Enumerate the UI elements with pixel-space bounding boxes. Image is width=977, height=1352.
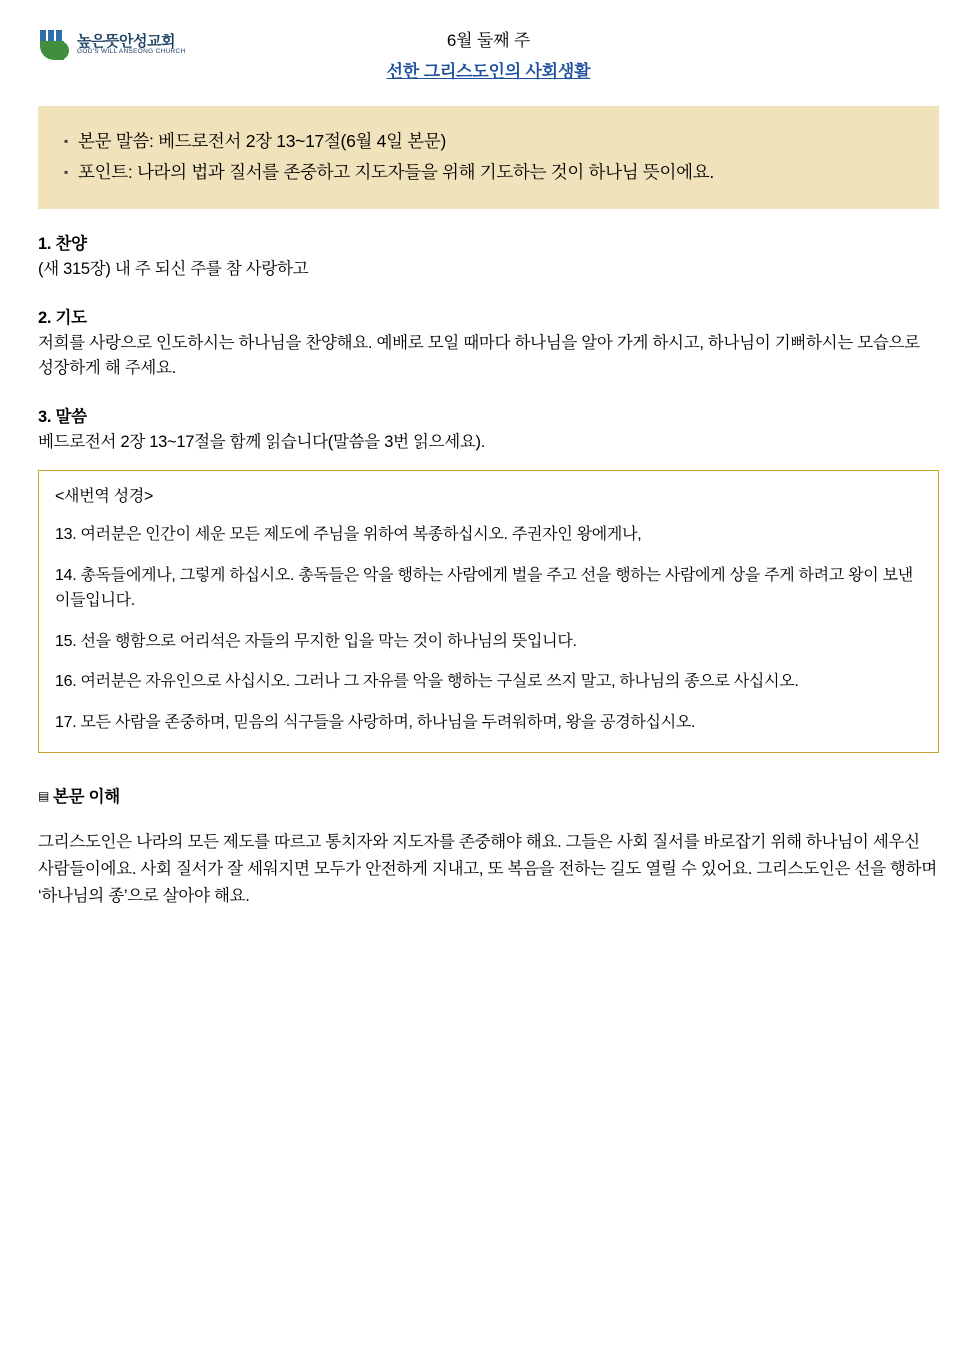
verse-item: 16. 여러분은 자유인으로 사십시오. 그러나 그 자유를 악을 행하는 구실로 쓰지 말고, 하나님의 종으로 사십시오.	[55, 673, 799, 691]
week-label: 6월 둘째 주	[446, 31, 531, 50]
church-name: 높은뜻안성교회	[77, 32, 175, 50]
church-logo-text	[77, 34, 186, 57]
bullet-icon: ▪	[64, 164, 68, 179]
church-name-english: GOD'S WILL ANSEONG CHURCH	[77, 48, 186, 56]
section-body: 베드로전서 2장 13~17절을 함께 읽습니다(말씀을 3번 읽으세요).	[38, 432, 486, 451]
understanding-heading	[38, 783, 939, 807]
summary-line	[64, 157, 913, 188]
section-heading: 3. 말씀	[38, 407, 87, 426]
section-body: (새 315장) 내 주 되신 주를 참 사랑하고	[38, 260, 309, 279]
understanding-heading-text: 본문 이해	[53, 788, 120, 807]
summary-box	[38, 106, 939, 209]
summary-line-text: 포인트: 나라의 법과 질서를 존중하고 지도자들을 위해 기도하는 것이 하나님 뜻이에요.	[78, 161, 714, 182]
summary-line-text: 본문 말씀: 베드로전서 2장 13~17절(6월 4일 본문)	[78, 131, 447, 151]
bullet-icon: ▪	[64, 134, 68, 148]
section-heading: 1. 찬양	[38, 235, 87, 254]
scripture-box	[38, 470, 939, 754]
church-logo-icon	[40, 30, 70, 60]
understanding-body: 그리스도인은 나라의 모든 제도를 따르고 통치자와 지도자를 존중해야 해요. 그들은 사회 질서를 바로잡기 위해 하나님이 세우신 사람들이에요. 사회 질서가 잘 세워지면 모두가 안전하게 지내고, 또 복음을 전하는 길도 열릴 수 있어요. 그리스도인은 선을 행하며 ‘하나님의 종’으로 살아야 해요.	[38, 833, 937, 905]
page-title[interactable]: 선한 그리스도인의 사회생활	[386, 62, 591, 81]
bible-version-label: <새번역 성경>	[55, 487, 154, 505]
section-prayer	[38, 304, 939, 382]
verse-item: 15. 선을 행함으로 어리석은 자들의 무지한 입을 막는 것이 하나님의 뜻입니다.	[55, 632, 577, 650]
section-understanding	[38, 783, 939, 909]
church-logo	[40, 30, 186, 60]
list-mark-icon: ▤	[38, 789, 50, 804]
verse-item: 14. 총독들에게나, 그렇게 하십시오. 총독들은 악을 행하는 사람에게 벌을 주고 선을 행하는 사람에게 상을 주게 하려고 왕이 보낸 이들입니다.	[55, 567, 913, 609]
section-body: 저희를 사랑으로 인도하시는 하나님을 찬양해요. 예배로 모일 때마다 하나님을 알아 가게 하시고, 하나님이 기뻐하시는 모습으로 성장하게 해 주세요.	[38, 333, 920, 378]
verse-item: 17. 모든 사람을 존중하며, 믿음의 식구들을 사랑하며, 하나님을 두려워하며, 왕을 공경하십시오.	[55, 714, 696, 732]
verse-item: 13. 여러분은 인간이 세운 모든 제도에 주님을 위하여 복종하십시오. 주권자인 왕에게나,	[55, 526, 642, 544]
section-heading: 2. 기도	[38, 308, 87, 327]
section-word	[38, 403, 939, 456]
section-praise	[38, 230, 939, 283]
page-header	[38, 18, 939, 84]
summary-line	[64, 126, 913, 157]
